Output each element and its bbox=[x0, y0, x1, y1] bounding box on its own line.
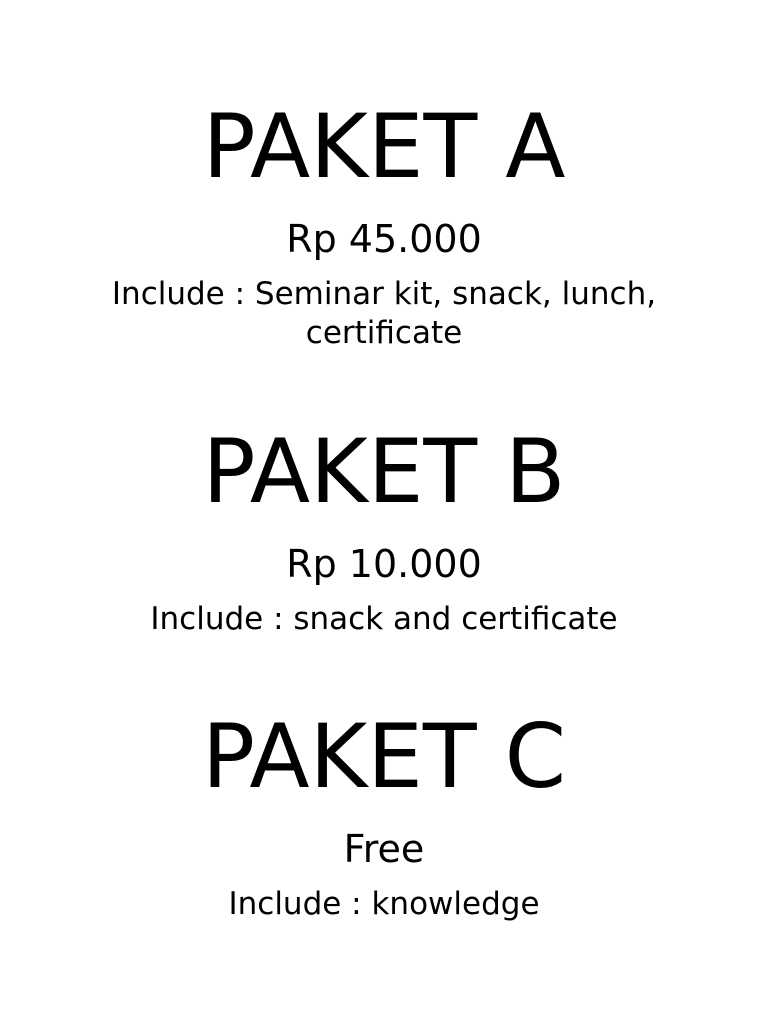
package-a-title: PAKET A bbox=[202, 95, 566, 198]
package-c-include-line-1: Include : knowledge bbox=[228, 886, 540, 922]
package-c-title: PAKET C bbox=[201, 705, 567, 808]
package-b-include-line-1: Include : snack and certificate bbox=[150, 601, 618, 637]
package-b-title: PAKET B bbox=[202, 420, 566, 523]
package-b-price: Rp 10.000 bbox=[286, 542, 482, 586]
package-c-price: Free bbox=[343, 827, 425, 871]
package-a-include-line-2: certificate bbox=[305, 315, 463, 351]
package-a-price: Rp 45.000 bbox=[286, 217, 482, 261]
package-a-include-line-1: Include : Seminar kit, snack, lunch, bbox=[111, 276, 657, 312]
